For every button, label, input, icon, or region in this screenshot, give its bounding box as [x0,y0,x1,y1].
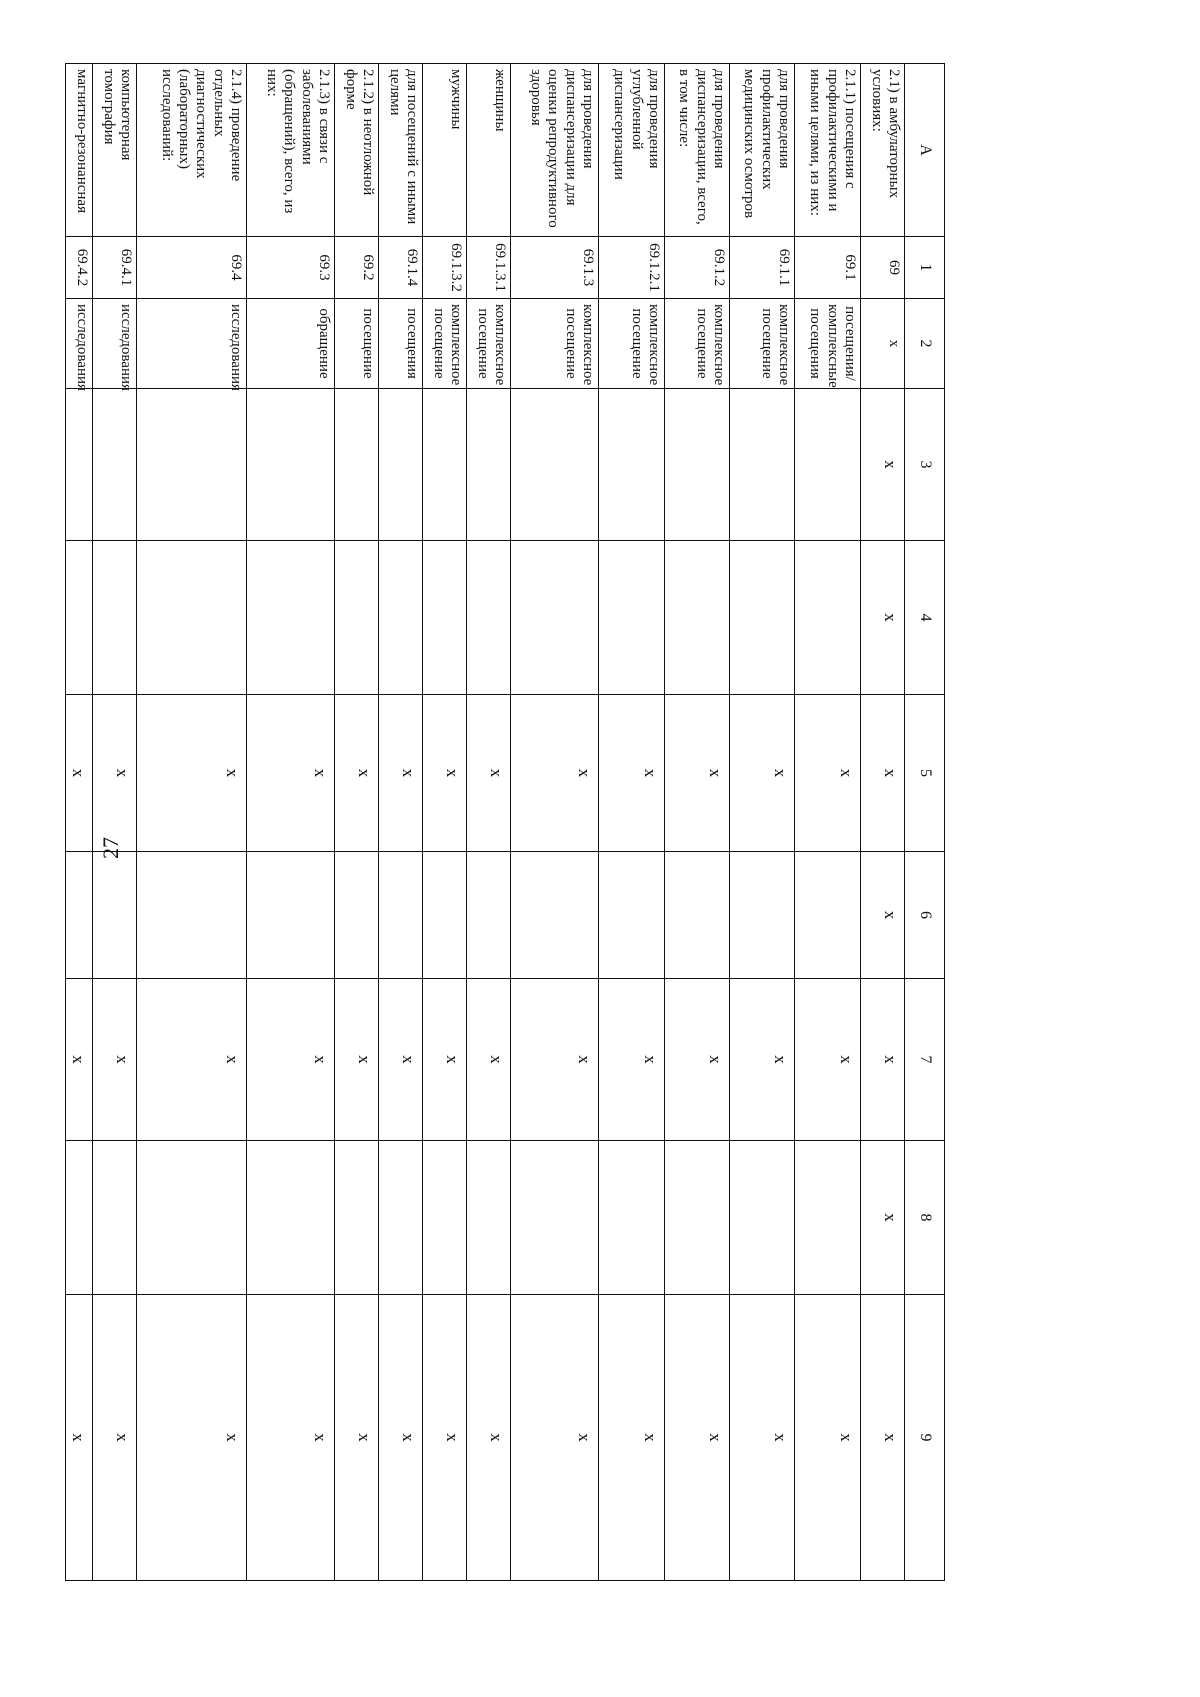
value-cell-col7: х [247,979,335,1141]
table-row [335,64,379,1581]
value-cell-col8 [467,1141,511,1295]
row-code-cell: 69.4 [137,237,247,299]
unit-cell: исследования [66,299,93,389]
value-cell-col6 [247,852,335,979]
unit-cell: комплексное посещение [511,299,599,389]
value-cell-col4 [665,541,730,695]
value-cell-col5: х [379,695,423,852]
value-cell-col3 [795,389,861,541]
value-cell-col6 [665,852,730,979]
column-header-2: 2 [905,299,945,389]
value-cell-col7: х [861,979,905,1141]
value-cell-col4 [599,541,665,695]
unit-cell: посещение [335,299,379,389]
value-cell-col5: х [93,695,137,852]
value-cell-col7: х [730,979,795,1141]
value-cell-col8 [730,1141,795,1295]
value-cell-col8 [137,1141,247,1295]
value-cell-col6 [423,852,467,979]
value-cell-col7: х [467,979,511,1141]
value-cell-col8 [66,1141,93,1295]
row-code-cell: 69.1.3 [511,237,599,299]
table-row [247,64,335,1581]
table-row [599,64,665,1581]
value-cell-col4 [93,541,137,695]
value-cell-col9: х [423,1295,467,1581]
row-label-cell: женщины [467,64,511,237]
value-cell-col9: х [599,1295,665,1581]
row-label-cell: для проведения углубленной диспансеризации [599,64,665,237]
row-code-cell: 69.2 [335,237,379,299]
value-cell-col7: х [795,979,861,1141]
value-cell-col9: х [93,1295,137,1581]
value-cell-col4 [335,541,379,695]
rotated-table-wrapper [69,63,945,1580]
value-cell-col5: х [599,695,665,852]
row-code-cell: 69.3 [247,237,335,299]
value-cell-col9: х [379,1295,423,1581]
value-cell-col6 [511,852,599,979]
table-row [467,64,511,1581]
row-label-cell: мужчины [423,64,467,237]
value-cell-col6 [730,852,795,979]
row-code-cell: 69.1.4 [379,237,423,299]
value-cell-col7: х [599,979,665,1141]
value-cell-col3 [423,389,467,541]
table-row [66,64,93,1581]
value-cell-col4 [730,541,795,695]
value-cell-col3 [665,389,730,541]
table-row [511,64,599,1581]
unit-cell: х [861,299,905,389]
value-cell-col3 [599,389,665,541]
value-cell-col5: х [66,695,93,852]
value-cell-col4: х [861,541,905,695]
unit-cell: исследования [93,299,137,389]
value-cell-col9: х [665,1295,730,1581]
value-cell-col3 [511,389,599,541]
value-cell-col9: х [861,1295,905,1581]
value-cell-col9: х [730,1295,795,1581]
value-cell-col3 [137,389,247,541]
value-cell-col4 [137,541,247,695]
row-code-cell: 69.1.1 [730,237,795,299]
row-code-cell: 69.4.1 [93,237,137,299]
value-cell-col8 [93,1141,137,1295]
value-cell-col8 [665,1141,730,1295]
value-cell-col6 [93,852,137,979]
value-cell-col4 [423,541,467,695]
column-header-6: 6 [905,852,945,979]
value-cell-col3 [247,389,335,541]
value-cell-col8: х [861,1141,905,1295]
value-cell-col9: х [467,1295,511,1581]
column-header-a: А [905,64,945,237]
value-cell-col8 [247,1141,335,1295]
value-cell-col3 [730,389,795,541]
unit-cell: комплексное посещение [423,299,467,389]
table-row [665,64,730,1581]
column-header-5: 5 [905,695,945,852]
value-cell-col9: х [511,1295,599,1581]
value-cell-col8 [795,1141,861,1295]
value-cell-col6: х [861,852,905,979]
unit-cell: комплексное посещение [467,299,511,389]
unit-cell: комплексное посещение [665,299,730,389]
value-cell-col7: х [379,979,423,1141]
row-label-cell: для проведения диспансеризации, всего, в том числе: [665,64,730,237]
table-row [137,64,247,1581]
value-cell-col4 [795,541,861,695]
column-header-8: 8 [905,1141,945,1295]
table-row [730,64,795,1581]
unit-cell: посещения/ комплексные посещения [795,299,861,389]
table-row [795,64,861,1581]
value-cell-col5: х [861,695,905,852]
row-label-cell: 2.1.2) в неотложной форме [335,64,379,237]
value-cell-col8 [599,1141,665,1295]
value-cell-col3 [66,389,93,541]
column-header-7: 7 [905,979,945,1141]
value-cell-col3 [379,389,423,541]
value-cell-col4 [467,541,511,695]
value-cell-col8 [423,1141,467,1295]
value-cell-col7: х [665,979,730,1141]
value-cell-col6 [335,852,379,979]
row-label-cell: компьютерная томография [93,64,137,237]
value-cell-col7: х [335,979,379,1141]
row-label-cell: для посещений с иными целями [379,64,423,237]
row-label-cell: для проведения диспансеризации для оценки репродуктивного здоровья [511,64,599,237]
value-cell-col6 [137,852,247,979]
value-cell-col9: х [795,1295,861,1581]
unit-cell: посещения [379,299,423,389]
value-cell-col9: х [335,1295,379,1581]
value-cell-col5: х [335,695,379,852]
column-header-4: 4 [905,541,945,695]
value-cell-col6 [66,852,93,979]
table-body [66,64,905,1581]
unit-cell: комплексное посещение [730,299,795,389]
unit-cell: обращение [247,299,335,389]
header-row [905,64,945,1581]
value-cell-col3 [93,389,137,541]
value-cell-col9: х [66,1295,93,1581]
value-cell-col5: х [467,695,511,852]
value-cell-col5: х [511,695,599,852]
value-cell-col6 [379,852,423,979]
value-cell-col7: х [423,979,467,1141]
value-cell-col5: х [665,695,730,852]
value-cell-col5: х [247,695,335,852]
value-cell-col5: х [795,695,861,852]
row-label-cell: 2.1.1) посещения с профилактическими и иными целями, из них: [795,64,861,237]
row-label-cell: магнитно-резонансная [66,64,93,237]
column-header-1: 1 [905,237,945,299]
unit-cell: исследования [137,299,247,389]
row-label-cell: 2.1) в амбулаторных условиях: [861,64,905,237]
value-cell-col3 [335,389,379,541]
row-code-cell: 69.1.3.2 [423,237,467,299]
value-cell-col7: х [511,979,599,1141]
row-code-cell: 69.1 [795,237,861,299]
value-cell-col4 [247,541,335,695]
value-cell-col4 [379,541,423,695]
value-cell-col9: х [247,1295,335,1581]
unit-cell: комплексное посещение [599,299,665,389]
table-row [423,64,467,1581]
row-label-cell: для проведения профилактических медицинских осмотров [730,64,795,237]
value-cell-col7: х [137,979,247,1141]
row-code-cell: 69.1.2.1 [599,237,665,299]
value-cell-col5: х [137,695,247,852]
row-code-cell: 69.1.3.1 [467,237,511,299]
row-label-cell: 2.1.4) проведение отдельных диагностических (лабораторных) исследований: [137,64,247,237]
row-code-cell: 69.1.2 [665,237,730,299]
value-cell-col5: х [423,695,467,852]
data-table [65,63,945,1581]
value-cell-col6 [599,852,665,979]
value-cell-col6 [795,852,861,979]
value-cell-col7: х [66,979,93,1141]
value-cell-col3 [467,389,511,541]
row-code-cell: 69.4.2 [66,237,93,299]
column-header-9: 9 [905,1295,945,1581]
value-cell-col8 [335,1141,379,1295]
value-cell-col3: х [861,389,905,541]
value-cell-col8 [511,1141,599,1295]
column-header-3: 3 [905,389,945,541]
row-label-cell: 2.1.3) в связи с заболеваниями (обращений), всего, из них: [247,64,335,237]
table-row [379,64,423,1581]
value-cell-col6 [467,852,511,979]
value-cell-col8 [379,1141,423,1295]
value-cell-col7: х [93,979,137,1141]
table-row [861,64,905,1581]
row-code-cell: 69 [861,237,905,299]
value-cell-col4 [66,541,93,695]
table-row [93,64,137,1581]
value-cell-col5: х [730,695,795,852]
page-number: 27 [98,837,123,859]
value-cell-col4 [511,541,599,695]
value-cell-col9: х [137,1295,247,1581]
